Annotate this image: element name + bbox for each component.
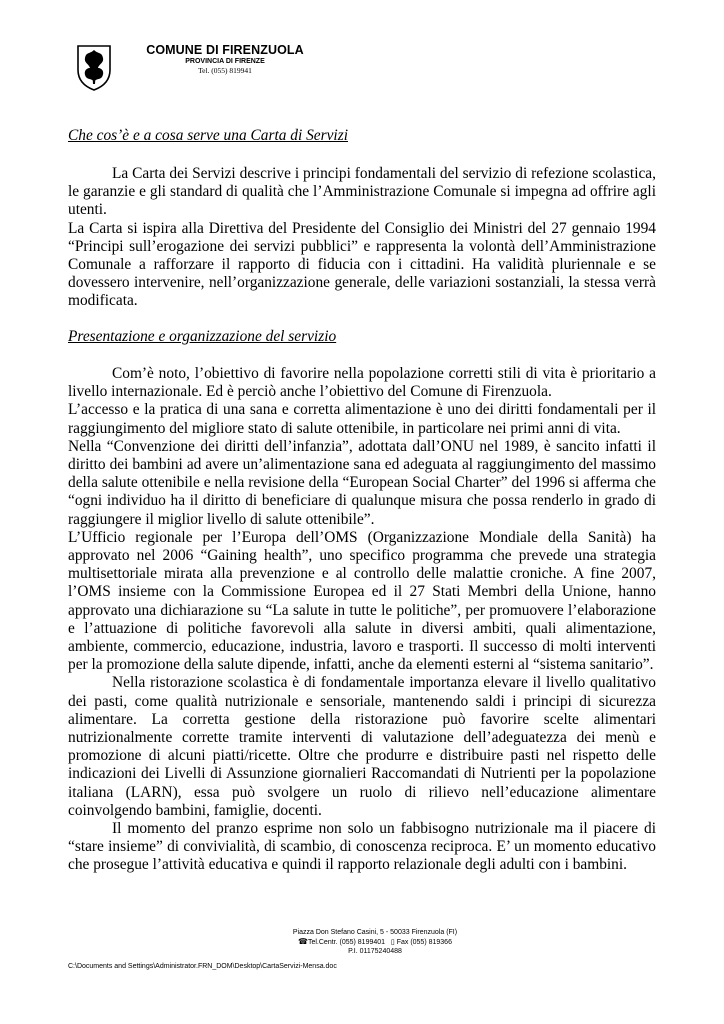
paragraph: Il momento del pranzo esprime non solo un fabbisogno nutrizionale ma il piacere di “stare insieme” di convivialità, di scambio, di conoscenza reciproca. E’ un momento educativo che prosegue l’attività educativa e quindi il rapporto relazionale degli adulti con i bambini. xyxy=(68,820,656,874)
footer-address: Piazza Don Stefano Casini, 5 - 50033 Firenzuola (FI) xyxy=(292,929,458,936)
header-telephone: Tel. (055) 819941 xyxy=(198,66,252,75)
municipality-name: COMUNE DI FIRENZUOLA xyxy=(146,43,304,57)
paragraph: La Carta si ispira alla Direttiva del Presidente del Consiglio dei Ministri del 27 gennaio 1994 “Principi sull’erogazione dei servizi pubblici” e rappresenta la volontà dell’Amministrazione Comunale a rafforzare il rapporto di fiducia con i cittadini. Ha validità pluriennale e se dovessero intervenire, nell’organizzazione generale, delle variazioni sostanziali, la stessa verrà modificata. xyxy=(68,219,656,310)
letterhead xyxy=(135,43,315,75)
page-footer xyxy=(200,928,550,956)
paragraph: L’accesso e la pratica di una sana e corretta alimentazione è uno dei diritti fondamentali per il raggiungimento del migliore stato di salute ottenibile, in particolare nei primi anni di vita. xyxy=(68,401,656,437)
paragraph: Nella ristorazione scolastica è di fondamentale importanza elevare il livello qualitativo dei pasti, come qualità nutrizionale e sensoriale, mantenendo saldi i principi di sicurezza alimentare. La corretta gestione della ristorazione può favorire scelte alimentari nutrizionalmente corrette tramite interventi di valutazione dell’adeguatezza dei menù e promozione di alcuni piatti/ricette. Oltre che produrre e distribuire pasti nel rispetto delle indicazioni dei Livelli di Assunzione giornalieri Raccomandati di Nutrienti per la popolazione italiana (LARN), essa può svolgere un ruolo di rilievo nell’educazione alimentare coinvolgendo bambini, famiglie, docenti. xyxy=(68,674,656,819)
section-body-presentazione xyxy=(68,365,656,875)
paragraph: L’Ufficio regionale per l’Europa dell’OMS (Organizzazione Mondiale della Sanità) ha approvato nel 2006 “Gaining health”, uno specifico programma che prevede una strategia multisettoriale mirata alla prevenzione e al controllo delle malattie croniche. A fine 2007, l’OMS insieme con la Commissione Europea ed il 27 Stati Membri della Unione, hanno approvato una dichiarazione su “La salute in tutte le politiche”, per promuovere l’elaborazione e l’attuazione di politiche favorevoli alla salute in diversi ambiti, quali alimentazione, ambiente, commercio, educazione, industria, lavoro e trasporti. Il successo di molti interventi per la promozione della salute dipende, infatti, anche da elementi esterni al “sistema sanitario”. xyxy=(68,528,656,674)
footer-fax: Fax (055) 819366 xyxy=(396,939,452,946)
footer-telephone: Tel.Centr. (055) 8199401 xyxy=(307,939,386,946)
municipal-crest-icon xyxy=(74,44,114,92)
telephone-icon: ☎ xyxy=(298,937,308,946)
paragraph: Nella “Convenzione dei diritti dell’infanzia”, adottata dall’ONU nel 1989, è sancito infatti il diritto dei bambini ad avere un’alimentazione sana ed adeguata al raggiungimento del massimo della salute ottenibile e nella revisione della “European Social Charter” del 1996 si afferma che “ogni individuo ha il diritto di beneficiare di qualunque misura che possa renderlo in grado di raggiungere il miglior livello di salute ottenibile”. xyxy=(68,437,656,528)
province-name: PROVINCIA DI FIRENZE xyxy=(185,58,265,65)
footer-vat-number: P.I. 01175240488 xyxy=(348,948,402,955)
fax-icon: ▯ xyxy=(390,939,395,946)
section-body-carta xyxy=(68,165,656,311)
section-heading-carta: Che cos’è e a cosa serve una Carta di Servizi xyxy=(68,127,348,144)
document-file-path: C:\Documents and Settings\Administrator.FRN_DOM\Desktop\CartaServizi-Mensa.doc xyxy=(68,963,337,970)
section-heading-presentazione: Presentazione e organizzazione del servizio xyxy=(68,328,337,345)
paragraph: Com’è noto, l’obiettivo di favorire nella popolazione corretti stili di vita è prioritario a livello internazionale. Ed è perciò anche l’obiettivo del Comune di Firenzuola. xyxy=(68,365,656,401)
paragraph: La Carta dei Servizi descrive i principi fondamentali del servizio di refezione scolastica, le garanzie e gli standard di qualità che l’Amministrazione Comunale si impegna ad offrire agli utenti. xyxy=(68,165,656,219)
footer-contacts xyxy=(200,937,550,947)
